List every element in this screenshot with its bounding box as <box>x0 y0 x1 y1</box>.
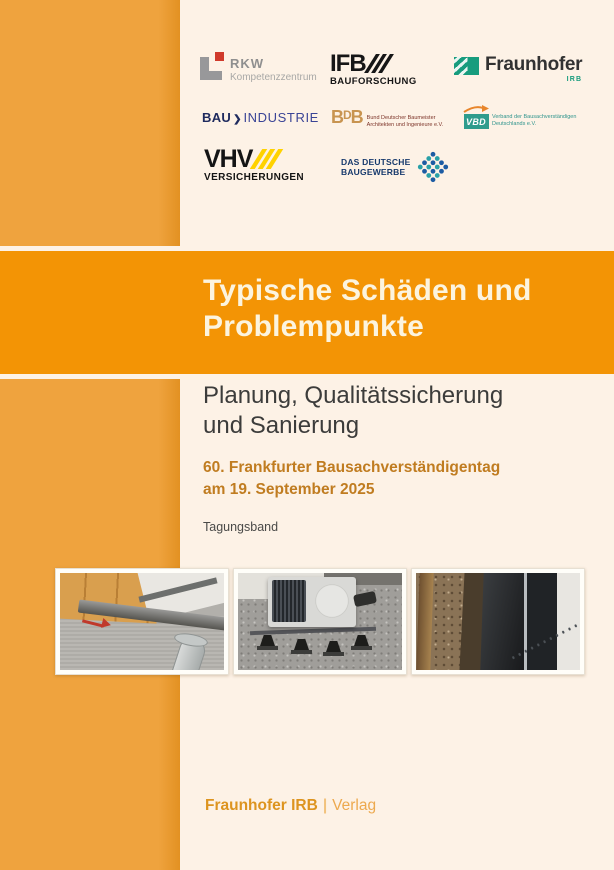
event-line1: 60. Frankfurter Bausachverständigentag <box>203 459 501 476</box>
logo-rkw <box>200 52 317 83</box>
baugewerbe-line1: DAS DEUTSCHE <box>341 157 411 167</box>
logo-vhv <box>204 147 304 183</box>
publisher-name: Fraunhofer IRB <box>205 797 318 814</box>
subtitle-line2: und Sanierung <box>203 412 360 439</box>
bdb-line1: Bund Deutscher Baumeister <box>366 115 436 121</box>
page-title <box>203 273 532 345</box>
bauindustrie-bau: BAU <box>202 110 232 125</box>
logo-bauindustrie <box>202 110 319 125</box>
logo-vbd <box>463 104 576 129</box>
photo-2-ac-unit-roof <box>238 573 402 670</box>
photo-2-frame <box>233 568 407 675</box>
baugewerbe-line2: BAUGEWERBE <box>341 167 406 177</box>
bauindustrie-chevron-icon: ❯ <box>233 114 242 125</box>
logo-fraunhofer-irb <box>454 55 582 83</box>
logo-deutsches-baugewerbe <box>341 151 449 183</box>
logo-bdb <box>331 108 443 129</box>
vhv-name: VHV <box>204 145 253 173</box>
ifb-name: IFB <box>330 50 366 77</box>
vbd-letters: VBD <box>466 116 486 127</box>
divider-line-bottom <box>0 374 614 379</box>
insulation-panel <box>527 573 557 670</box>
logo-ifb-bauforschung <box>330 52 417 87</box>
photo-1-facade-detail <box>60 573 224 670</box>
event-info <box>203 457 500 501</box>
ifb-subtitle: BAUFORSCHUNG <box>330 76 417 87</box>
ifb-slashes-icon <box>370 54 388 73</box>
subtitle <box>203 381 503 441</box>
vbd-line2: Deutschlands e.V. <box>492 121 537 127</box>
vbd-line1: Verband der Bausachverständigen <box>492 114 577 120</box>
vbd-logo-mark <box>464 114 489 129</box>
photo-3-frame <box>411 568 585 675</box>
photo-1-frame <box>55 568 229 675</box>
photo-3-basement-insulation <box>416 573 580 670</box>
title-line1: Typische Schäden und <box>203 274 532 307</box>
vbd-swoosh-icon <box>463 104 489 114</box>
photo-strip <box>55 568 585 675</box>
bdb-letter: B <box>350 107 364 127</box>
rkw-logo-icon <box>200 52 224 80</box>
rkw-subtitle: Kompetenzzentrum <box>230 72 317 83</box>
bdb-letter: B <box>331 107 344 127</box>
publisher-divider: | <box>322 797 328 814</box>
publisher-suffix: Verlag <box>332 797 377 814</box>
partner-logos-panel <box>180 0 614 247</box>
bauindustrie-industrie: INDUSTRIE <box>243 110 319 125</box>
bdb-line2: Architekten und Ingenieure e.V. <box>366 122 444 128</box>
title-line2: Problempunkte <box>203 310 424 343</box>
bdb-logo-icon <box>331 108 364 129</box>
baugewerbe-dots-icon <box>417 151 449 183</box>
fraunhofer-irb-label: IRB <box>566 76 583 83</box>
left-accent-band <box>0 0 180 870</box>
fraunhofer-stripes-icon <box>454 57 479 75</box>
fraunhofer-name: Fraunhofer <box>485 54 583 75</box>
event-line2: am 19. September 2025 <box>203 481 375 498</box>
subtitle-line1: Planung, Qualitätssicherung <box>203 382 504 409</box>
bdb-letter: D <box>343 108 352 122</box>
divider-line-top <box>0 246 614 251</box>
publisher-logo <box>205 797 376 815</box>
rkw-name: RKW <box>230 56 265 71</box>
edition-label: Tagungsband <box>203 520 279 534</box>
vhv-subtitle: VERSICHERUNGEN <box>204 172 305 183</box>
vhv-slashes-icon <box>256 149 277 169</box>
